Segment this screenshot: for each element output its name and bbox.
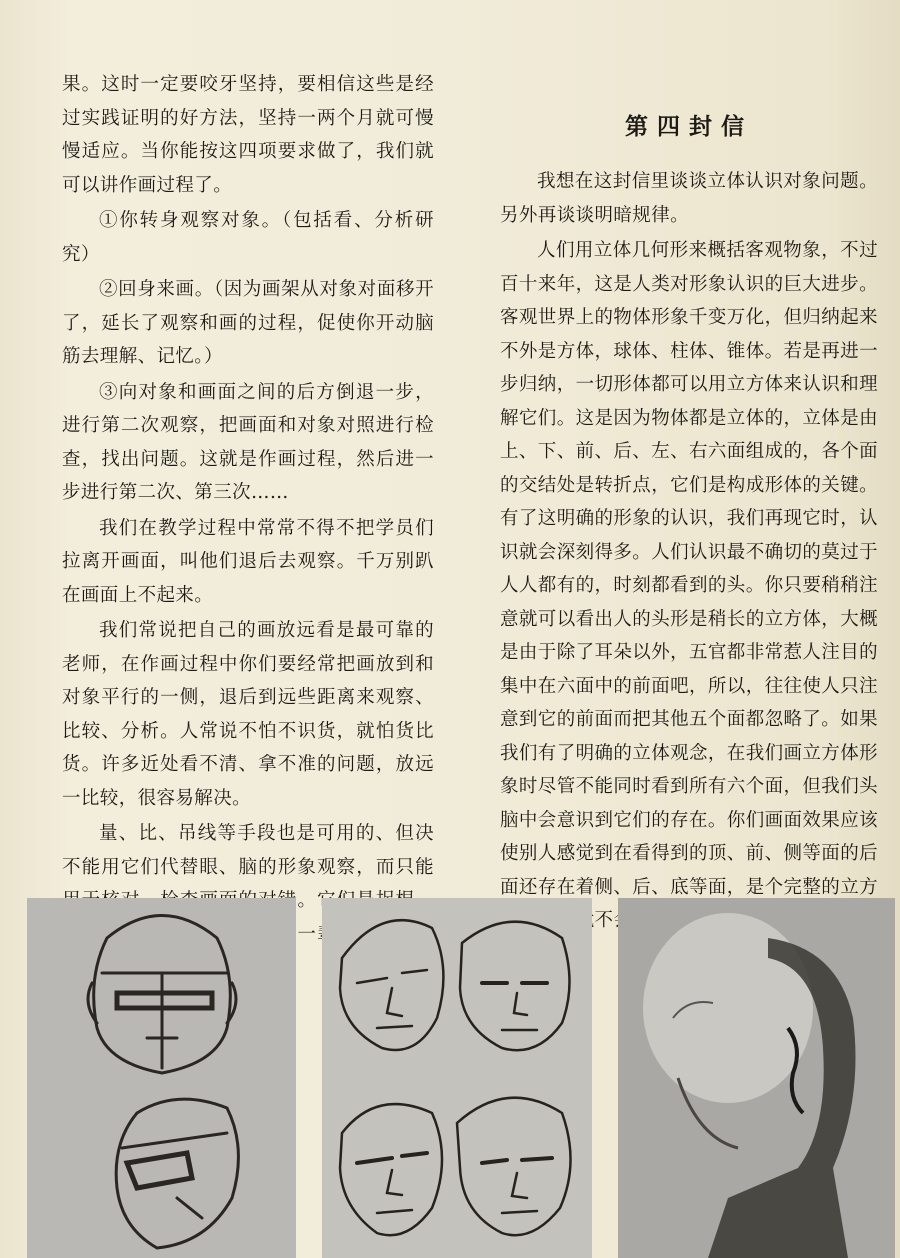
right-paragraph-1: 我想在这封信里谈谈立体认识对象问题。另外再谈谈明暗规律。: [500, 171, 878, 226]
left-paragraph-6: 我们常说把自己的画放远看是最可靠的老师，在作画过程中你们要经常把画放到和对象平行的一侧，退后到远些距离来观察、比较、分析。人常说不怕不识货，就怕货比货。许多近处看不清、拿不准的问题，放远一比较，很容易解决。: [62, 620, 434, 809]
left-paragraph-2: ①你转身观察对象。（包括看、分析研究）: [62, 210, 434, 265]
shaded-head-drawing: [618, 898, 895, 1258]
head-construction-drawing: [27, 898, 296, 1258]
left-paragraph-7: 量、比、吊线等手段也是可用的、但决不能用它们代替眼、脑的形象观察，而只能 错。 是一: [62, 823, 434, 945]
left-paragraph-1: 果。这时一定要咬牙坚持，要相信这些是经过实践证明的好方法，坚持一两个月就可慢慢适应。当你能按这四项要求做了，我们就可以讲作画过程了。: [62, 74, 434, 196]
shaded-head-study: [618, 898, 895, 1258]
right-text-column: [500, 165, 878, 973]
left-paragraph-3: ②回身来画。（因为画架从对象对面移开了，延长了观察和画的过程，促使你开动脑筋去理解、记忆。）: [62, 279, 434, 367]
letter-heading: 第四封信: [625, 114, 753, 140]
right-paragraph-2: 人们用立体几何形来概括客观物象，不过百十来年，这是人类对形象认识的巨大进步。客观世界上的物体形象千变万化，但归纳起来不外是方体，球体、柱体、锥体。若是再进一步归纳，一切形体都可以用立方体来认识和理解它们。这是因为物体都是立体的，立体是由上、下、前、后、左、右六面组成的，各个面的交结处是转折点，它们是构成形体的关键。有了这明确的形象的认识，我们再现它时，认识就会深刻得多。人们认识最不确切的莫过于人人都有的，时刻都看到的头。你只要稍稍注意就可以看出人的头形是稍长的立方体，大概是由于除了耳朵以外，五官都非常惹人注目的集中在六面中的前面吧，所以，往往使人只注意到它的前面而把其他五个面都忽略了。如果我们有了明确的立体观念，在我们画立方体形象时尽管不能同时看到所有六个面，但我们头脑中会意识到它们的存在。你们画面效果应该使别人感觉到在看得到的顶、前、侧等面的后面还存在着侧、后、底等面，是个完整的立方 就不会把: [500, 240, 879, 931]
four-heads-drawing: [322, 898, 592, 1258]
four-head-sketches: [322, 898, 592, 1258]
left-paragraph-4: ③向对象和画面之间的后方倒退一步，进行第二次观察，把画面和对象对照进行检查，找出问题。这就是作画过程，然后进一步进行第二次、第三次……: [62, 381, 434, 503]
left-paragraph-5: 我们在教学过程中常常不得不把学员们拉离开画面，叫他们退后去观察。千万别趴在画面上不起来。: [62, 517, 434, 606]
left-text-column: [62, 68, 434, 987]
head-construction-sketch: [27, 898, 296, 1258]
